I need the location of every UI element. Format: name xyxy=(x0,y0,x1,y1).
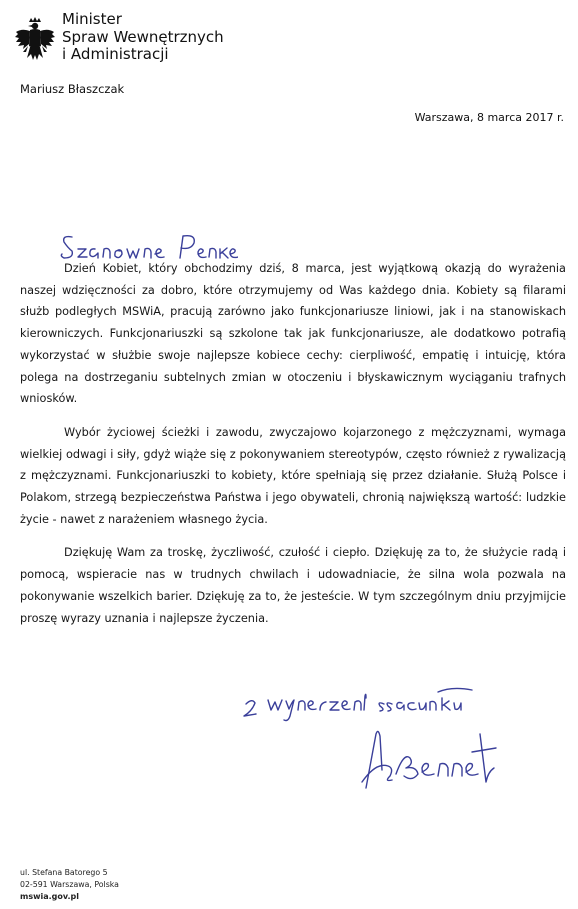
signature xyxy=(352,722,502,796)
paragraph-2: Wybór życiowej ścieżki i zawodu, zwyczajowo kojarzonego z mężczyznami, wymaga wielkiej odwagi i siły, gdyż wiąże się z pokonywaniem stereotypów, często również z rywalizacją z mężczyznami. Funkcjonariuszki to kobiety, które spełniają się przez działanie. Służą Polsce i Polakom, strzegą bezpieczeństwa Państwa i jego obywateli, chronią największą wartość: ludzkie życie - nawet z narażeniem własnego życia. xyxy=(20,425,566,526)
ministry-line-3: i Administracji xyxy=(62,45,169,63)
paragraph-3: Dziękuję Wam za troskę, życzliwość, czułość i ciepło. Dziękuję za to, że służycie radą i pomocą, wspieracie nas w trudnych chwilach i udowadniacie, że silna wola pozwala na pokonywanie wszelkich barier. Dziękuję za to, że jesteście. W tym szczególnym dniu przyjmijcie proszę wyrazy uznania i najlepsze życzenia. xyxy=(20,546,566,625)
paragraph-1: Dzień Kobiet, który obchodzimy dziś, 8 marca, jest wyjątkową okazją do wyrażenia naszej wdzięczności za dobro, które otrzymujemy od Was każdego dnia. Kobiety są filarami służb podległych MSWiA, pracują zarówno jako funkcjonariusze liniowi, jak i na stanowiskach kierowniczych. Funkcjonariuszki są szkolone tak jak funkcjonariusze, ale dodatkowo potrafią wykorzystać w służbie swoje najlepsze kobiece cechy: cierpliwość, empatię i intuicję, która polega na dostrzeganiu subtelnych zmian w otoczeniu i błyskawicznym wyciąganiu trafnych wniosków. xyxy=(20,262,566,406)
letter-date: Warszawa, 8 marca 2017 r. xyxy=(414,111,564,124)
ministry-name xyxy=(62,11,224,64)
handwritten-closing xyxy=(242,676,482,726)
minister-name: Mariusz Błaszczak xyxy=(20,82,125,96)
letter-body xyxy=(20,258,566,641)
footer-website-link[interactable]: mswia.gov.pl xyxy=(20,892,79,901)
footer xyxy=(20,867,119,903)
ministry-line-1: Minister xyxy=(62,10,122,28)
footer-address-line-1: ul. Stefana Batorego 5 xyxy=(20,868,108,877)
ministry-line-2: Spraw Wewnętrznych xyxy=(62,27,224,46)
polish-eagle-icon xyxy=(14,16,56,64)
footer-address-line-2: 02-591 Warszawa, Polska xyxy=(20,880,119,889)
